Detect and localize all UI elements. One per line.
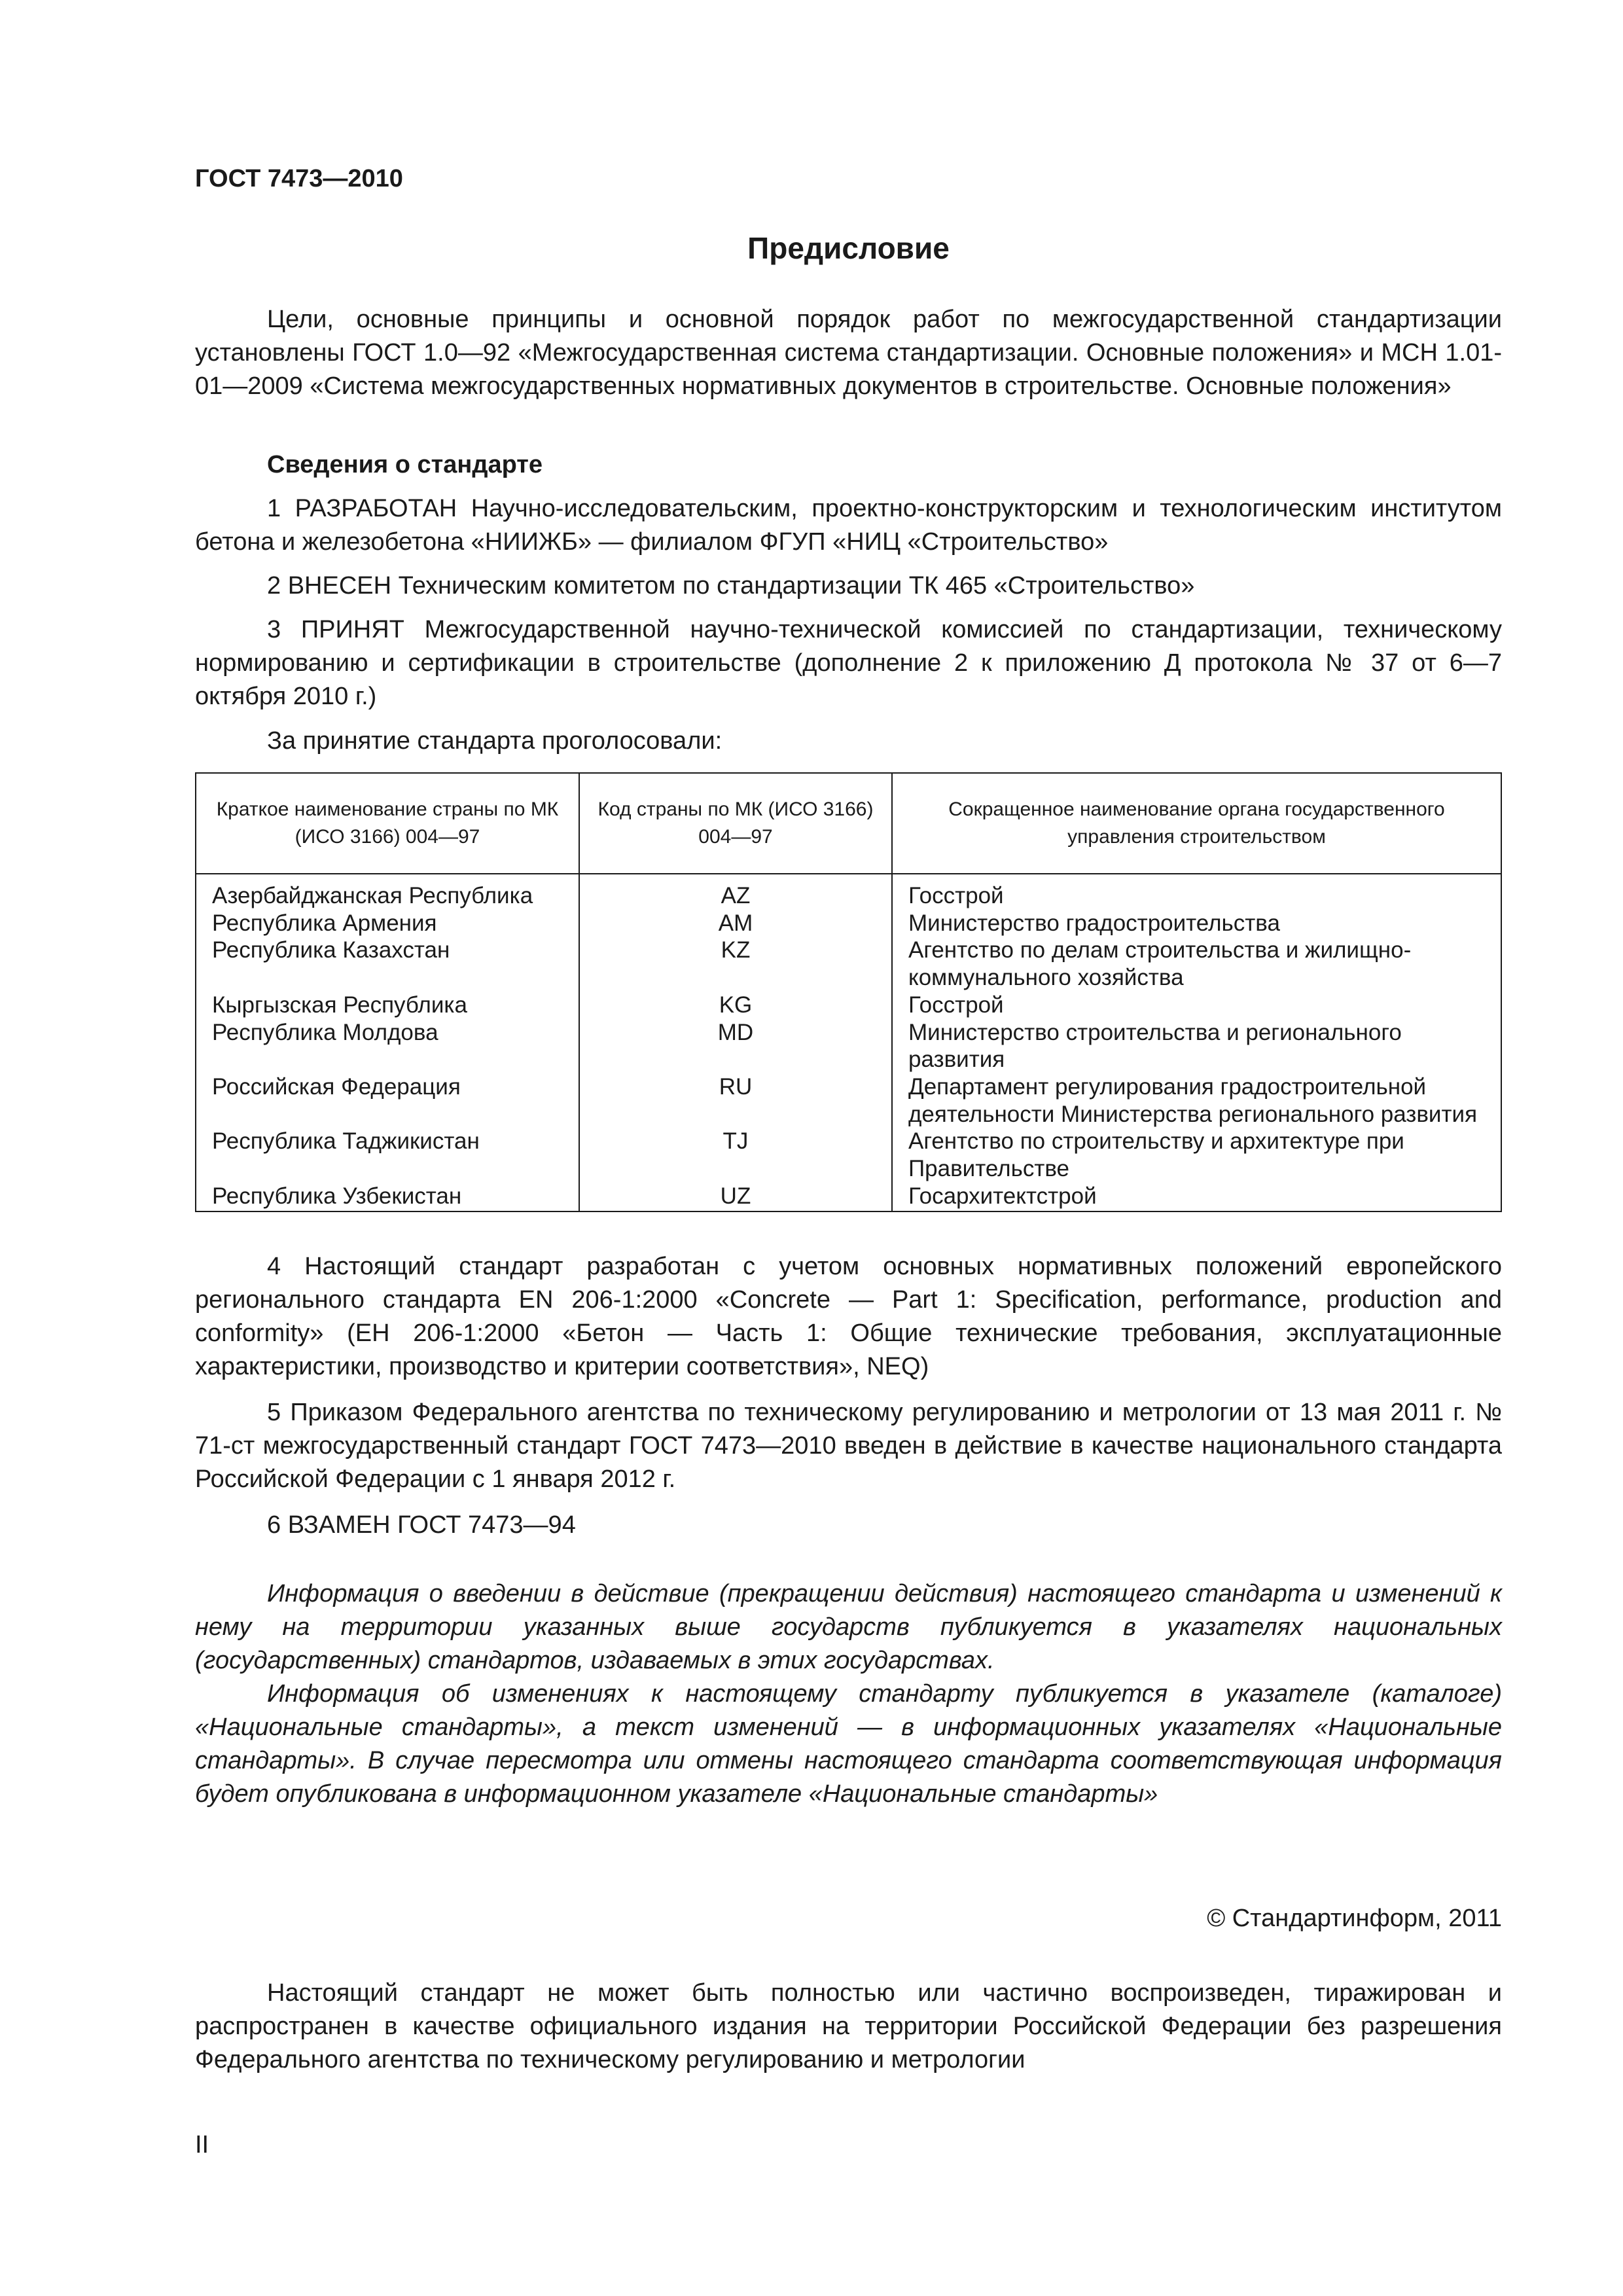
country-name: Республика Таджикистан — [196, 1128, 579, 1182]
item-2-paragraph: 2 ВНЕСЕН Техническим комитетом по стандартизации ТК 465 «Строительство» — [267, 572, 1195, 600]
country-name: Республика Молдова — [196, 1019, 579, 1073]
table-row — [196, 1073, 1501, 1128]
agency-name: Госархитектстрой — [892, 1183, 1501, 1212]
country-code: MD — [579, 1019, 892, 1073]
table-row — [196, 910, 1501, 937]
country-code: TJ — [579, 1128, 892, 1182]
agency-name: Госстрой — [892, 874, 1501, 910]
info-italic-2: Информация об изменениях к настоящему стандарту публикуется в указателе (каталоге) «Национальные стандарты», а текст изменений — в информационных указателях «Национальные стандарты». В случае пересмотра или отмены настоящего стандарта соответствующая информация будет опубликована в информационном указателе «Национальные стандарты» — [195, 1680, 1502, 1808]
header-country: Краткое наименование страны по МК (ИСО 3166) 004—97 — [196, 773, 579, 874]
country-name: Азербайджанская Республика — [196, 874, 579, 910]
country-name: Республика Узбекистан — [196, 1183, 579, 1212]
header-agency: Сокращенное наименование органа государственного управления строительством — [892, 773, 1501, 874]
page-title: Предисловие — [747, 231, 950, 265]
country-code: AZ — [579, 874, 892, 910]
agency-name: Агентство по делам строительства и жилищно-коммунального хозяйства — [892, 937, 1501, 991]
countries-table — [195, 772, 1502, 1212]
item-4-paragraph: 4 Настоящий стандарт разработан с учетом основных нормативных положений европейского регионального стандарта EN 206-1:2000 «Concrete — Part 1: Specification, performance, production and conformity» (ЕН 206-1:2000 «Бетон — Часть 1: Общие технические требования, эксплуатационные характеристики, производство и критерии соответствия», NEQ) — [195, 1253, 1502, 1380]
item-1-paragraph: 1 РАЗРАБОТАН Научно-исследовательским, проектно-конструкторским и технологическим институтом бетона и железобетона «НИИЖБ» — филиалом ФГУП «НИЦ «Строительство» — [195, 495, 1502, 556]
country-code: KZ — [579, 937, 892, 991]
table-row — [196, 874, 1501, 910]
country-name: Кыргызская Республика — [196, 992, 579, 1019]
item-6-paragraph: 6 ВЗАМЕН ГОСТ 7473—94 — [267, 1511, 576, 1539]
table-row — [196, 937, 1501, 991]
country-name: Республика Армения — [196, 910, 579, 937]
table-row — [196, 1183, 1501, 1212]
header-code: Код страны по МК (ИСО 3166) 004—97 — [579, 773, 892, 874]
info-heading: Сведения о стандарте — [267, 451, 543, 478]
copyright-notice: © Стандартинформ, 2011 — [1207, 1905, 1502, 1932]
page-number: II — [195, 2131, 209, 2159]
document-code: ГОСТ 7473—2010 — [195, 165, 403, 192]
country-name: Республика Казахстан — [196, 937, 579, 991]
intro-paragraph: Цели, основные принципы и основной порядок работ по межгосударственной стандартизации установлены ГОСТ 1.0—92 «Межгосударственная система стандартизации. Основные положения» и МСН 1.01-01—2009 «Система межгосударственных нормативных документов в строительстве. Основные положения» — [195, 306, 1502, 400]
info-italic-1: Информация о введении в действие (прекращении действия) настоящего стандарта и изменений к нему на территории указанных выше государств публикуется в указателях национальных (государственных) стандартов, издаваемых в этих государствах. — [195, 1580, 1502, 1674]
country-code: RU — [579, 1073, 892, 1128]
item-5-paragraph: 5 Приказом Федерального агентства по техническому регулированию и метрологии от 13 мая 2011 г. № 71-ст межгосударственный стандарт ГОСТ 7473—2010 введен в действие в качестве национального стандарта Российской Федерации с 1 января 2012 г. — [195, 1399, 1502, 1493]
agency-name: Агентство по строительству и архитектуре при Правительстве — [892, 1128, 1501, 1182]
table-header-row — [196, 773, 1501, 874]
table-row — [196, 992, 1501, 1019]
reproduction-notice: Настоящий стандарт не может быть полностью или частично воспроизведен, тиражирован и распространен в качестве официального издания на территории Российской Федерации без разрешения Федерального агентства по техническому регулированию и метрологии — [195, 1979, 1502, 2073]
country-code: UZ — [579, 1183, 892, 1212]
country-name: Российская Федерация — [196, 1073, 579, 1128]
item-3-paragraph: 3 ПРИНЯТ Межгосударственной научно-технической комиссией по стандартизации, техническому нормированию и сертификации в строительстве (дополнение 2 к приложению Д протокола № 37 от 6—7 октября 2010 г.) — [195, 616, 1502, 710]
vote-intro: За принятие стандарта проголосовали: — [267, 727, 722, 755]
country-code: AM — [579, 910, 892, 937]
table-row — [196, 1128, 1501, 1182]
agency-name: Департамент регулирования градостроительной деятельности Министерства регионального развития — [892, 1073, 1501, 1128]
agency-name: Министерство градостроительства — [892, 910, 1501, 937]
agency-name: Министерство строительства и регионального развития — [892, 1019, 1501, 1073]
country-code: KG — [579, 992, 892, 1019]
agency-name: Госстрой — [892, 992, 1501, 1019]
table-row — [196, 1019, 1501, 1073]
